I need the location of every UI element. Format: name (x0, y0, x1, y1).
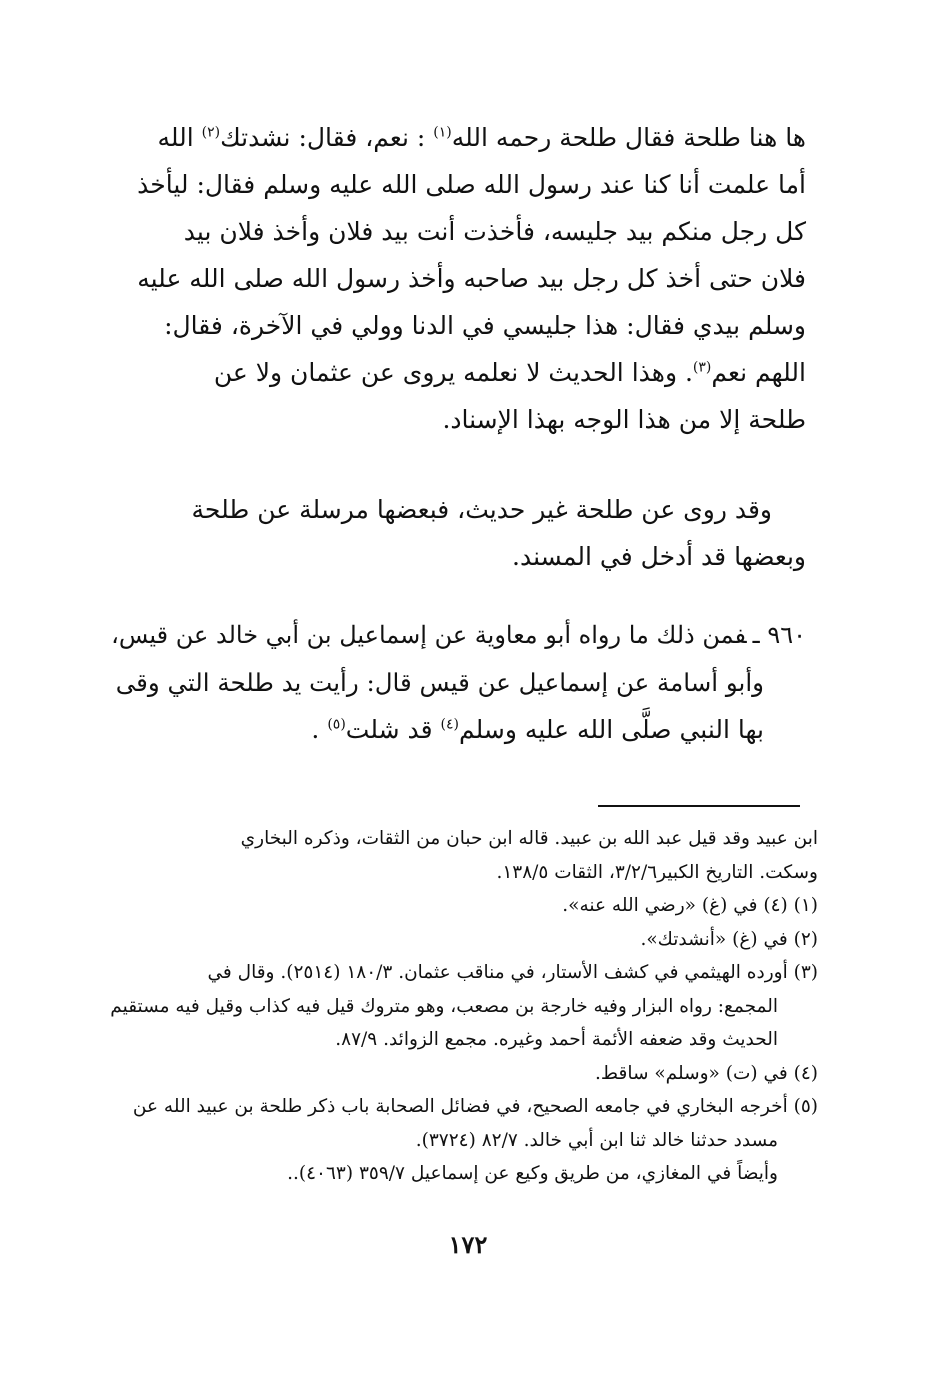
hadith-960 (106, 612, 806, 753)
footnote-line: وسكت. التاريخ الكبير٣/٢/٦، الثقات ١٣٨/٥. (496, 861, 818, 883)
hadith-number: ٩٦٠ ـ (752, 621, 806, 649)
text-line: بها النبي صلَّى الله عليه وسلم$^{(٤)}$ قد شلت$^{(٥)}$ . (311, 715, 764, 744)
footnotes (106, 822, 818, 1191)
text-line: كل رجل منكم بيد جليسه، فأخذت أنت بيد فلان وأخذ فلان بيد (183, 217, 806, 246)
text-line: اللهم نعم$^{(٣)}$. وهذا الحديث لا نعلمه يروى عن عثمان ولا عن (213, 358, 806, 387)
footnote-line: (٤) في (ت) «وسلم» ساقط. (595, 1062, 818, 1084)
footnote-marker: (٤) (440, 716, 460, 733)
text-line: وبعضها قد أدخل في المسند. (512, 542, 806, 571)
text-line: وأبو أسامة عن إسماعيل عن قيس قال: رأيت يد طلحة التي وقى (115, 668, 764, 697)
text-line: فلان حتى أخذ كل رجل بيد صاحبه وأخذ رسول الله صلى الله عليه (137, 264, 806, 293)
footnote-marker: (٣) (692, 359, 712, 376)
footnote-line: (٣) أورده الهيثمي في كشف الأستار، في مناقب عثمان. ١٨٠/٣ (٢٥١٤). وقال في (207, 962, 818, 983)
page-number: ١٧٢ (448, 1230, 488, 1259)
footnote-line: ابن عبيد وقد قيل عبد الله بن عبيد. قاله ابن حبان من الثقات، وذكره البخاري (240, 828, 818, 849)
text-line: أما علمت أنا كنا عند رسول الله صلى الله عليه وسلم فقال: ليأخذ (137, 170, 806, 199)
text-line: ها هنا طلحة فقال طلحة رحمه الله$^{(١)}$ : نعم، فقال: نشدتك$^{(٢)}$ الله (157, 123, 806, 152)
footnote-marker: (٥) (327, 716, 346, 733)
footnote-line: الحديث وقد ضعفه الأئمة أحمد وغيره. مجمع الزوائد. ٨٧/٩. (335, 1029, 778, 1050)
footnote-line: (٥) أخرجه البخاري في جامعه الصحيح، في فضائل الصحابة باب ذكر طلحة بن عبيد الله عن (132, 1096, 818, 1117)
text-line: ٩٦٠ ـفمن ذلك ما رواه أبو معاوية عن إسماعيل بن أبي خالد عن قيس، (111, 621, 806, 649)
paragraph-2 (106, 486, 806, 580)
footnote-line: (١) (٤) في (غ) «رضي الله عنه». (562, 895, 818, 916)
text-line: وسلم بيدي فقال: هذا جليسي في الدنا وولي في الآخرة، فقال: (164, 311, 806, 340)
paragraph-1 (106, 114, 806, 443)
footnote-line: المجمع: رواه البزار وفيه خارجة بن مصعب، وهو متروك قيل فيه كذاب وقيل فيه مستقيم (110, 995, 778, 1017)
text-line: طلحة إلا من هذا الوجه بهذا الإسناد. (442, 405, 806, 434)
footnote-marker: (٢) (201, 124, 221, 141)
footnote-line: وأيضاً في المغازي، من طريق وكيع عن إسماعيل ٣٥٩/٧ (٤٠٦٣).. (287, 1163, 778, 1184)
footnote-marker: (١) (433, 124, 452, 141)
footnote-line: مسدد حدثنا خالد ثنا ابن أبي خالد. ٨٢/٧ (٣٧٢٤). (415, 1129, 778, 1151)
footnote-separator (598, 805, 800, 807)
text-line: وقد روى عن طلحة غير حديث، فبعضها مرسلة عن طلحة (191, 495, 772, 524)
footnote-line: (٢) في (غ) «أنشدتك». (640, 928, 818, 950)
